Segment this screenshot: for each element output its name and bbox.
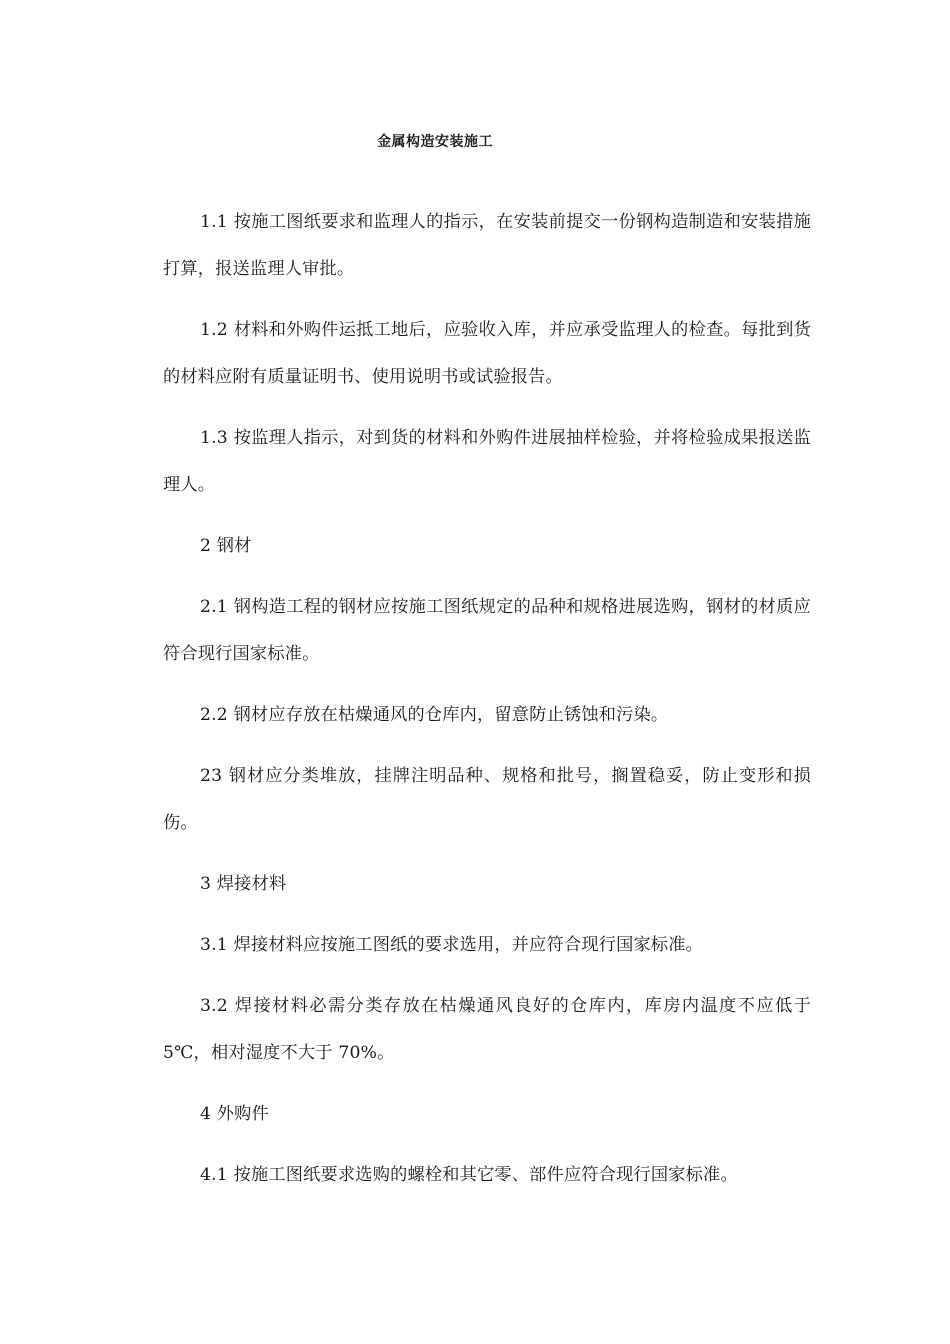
paragraph-2-2: 2.2 钢材应存放在枯燥通风的仓库内，留意防止锈蚀和污染。	[200, 705, 669, 725]
paragraph-4-1: 4.1 按施工图纸要求选购的螺栓和其它零、部件应符合现行国家标准。	[200, 1165, 738, 1185]
section-heading-steel: 2 钢材	[200, 536, 252, 556]
paragraph-3-2: 3.2 焊接材料必需分类存放在枯燥通风良好的仓库内，库房内温度不应低于 5℃，相对湿度不大于 70%。	[163, 996, 811, 1063]
paragraph-1-1: 1.1 按施工图纸要求和监理人的指示，在安装前提交一份钢构造制造和安装措施打算，报送监理人审批。	[163, 212, 811, 279]
section-heading-purchased-parts: 4 外购件	[200, 1104, 269, 1124]
section-heading-welding-materials: 3 焊接材料	[200, 874, 287, 894]
paragraph-1-2: 1.2 材料和外购件运抵工地后，应验收入库，并应承受监理人的检查。每批到货的材料应附有质量证明书、使用说明书或试验报告。	[163, 320, 811, 387]
document-title: 金属构造安装施工	[377, 134, 493, 150]
paragraph-2-1: 2.1 钢构造工程的钢材应按施工图纸规定的品种和规格进展选购，钢材的材质应符合现行国家标准。	[163, 597, 811, 664]
paragraph-2-3: 23 钢材应分类堆放，挂牌注明品种、规格和批号，搁置稳妥，防止变形和损伤。	[163, 766, 811, 833]
document-body	[163, 199, 811, 1213]
paragraph-3-1: 3.1 焊接材料应按施工图纸的要求选用，并应符合现行国家标准。	[200, 935, 704, 955]
paragraph-1-3: 1.3 按监理人指示，对到货的材料和外购件进展抽样检验，并将检验成果报送监理人。	[163, 428, 811, 495]
